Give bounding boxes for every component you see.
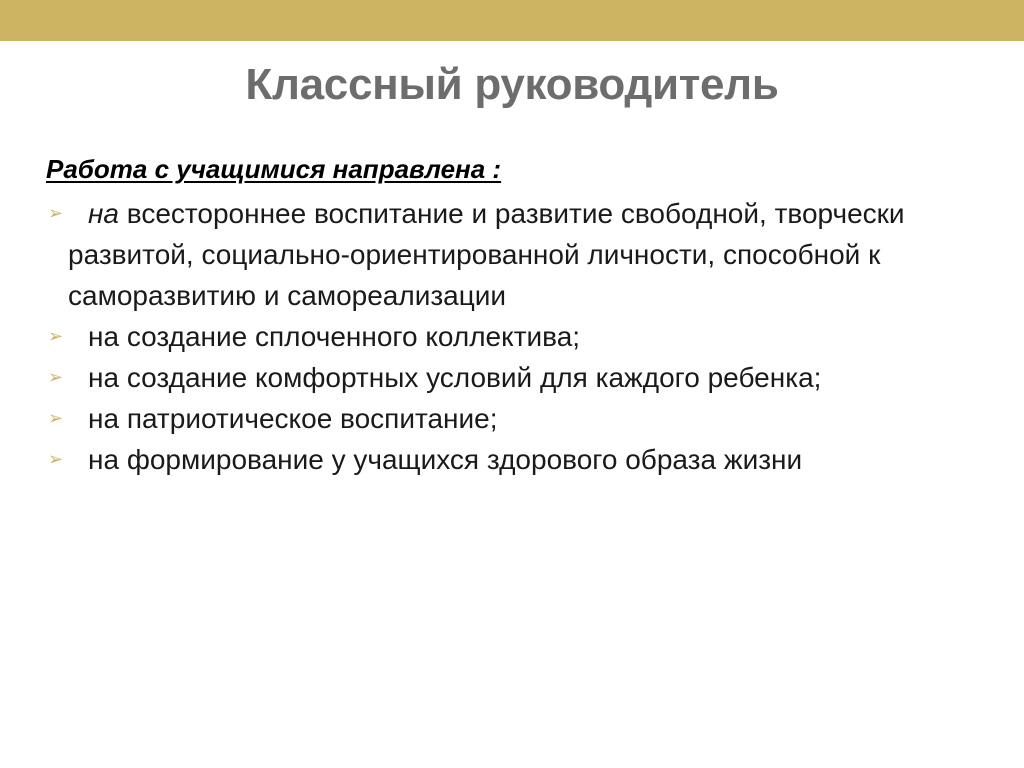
top-accent-bar [0, 0, 1024, 41]
arrowhead-bullet-icon: ➢ [48, 203, 64, 223]
bullet-text: на патриотическое воспитание; [88, 403, 498, 434]
bullet-list [46, 193, 946, 480]
bullet-item [46, 316, 946, 357]
arrowhead-bullet-icon: ➢ [48, 367, 64, 387]
arrowhead-bullet-icon: ➢ [48, 408, 64, 428]
bullet-lead-text: на [88, 198, 119, 229]
bullet-text: на формирование у учащихся здорового образа жизни [88, 444, 803, 475]
bullet-text: всестороннее воспитание и развитие свободной, творчески развитой, социально-ориентированной личности, способной к саморазвитию и самореализации [68, 198, 905, 311]
bullet-item [46, 193, 946, 316]
bullet-item [46, 357, 946, 398]
slide-title: Классный руководитель [245, 60, 779, 109]
bullet-text: на создание сплоченного коллектива; [88, 321, 581, 352]
bullet-text: на создание комфортных условий для каждого ребенка; [88, 362, 822, 393]
subheading: Работа с учащимися направлена : [46, 154, 502, 184]
bullet-item [46, 398, 946, 439]
arrowhead-bullet-icon: ➢ [48, 449, 64, 469]
bullet-item [46, 439, 946, 480]
arrowhead-bullet-icon: ➢ [48, 326, 64, 346]
